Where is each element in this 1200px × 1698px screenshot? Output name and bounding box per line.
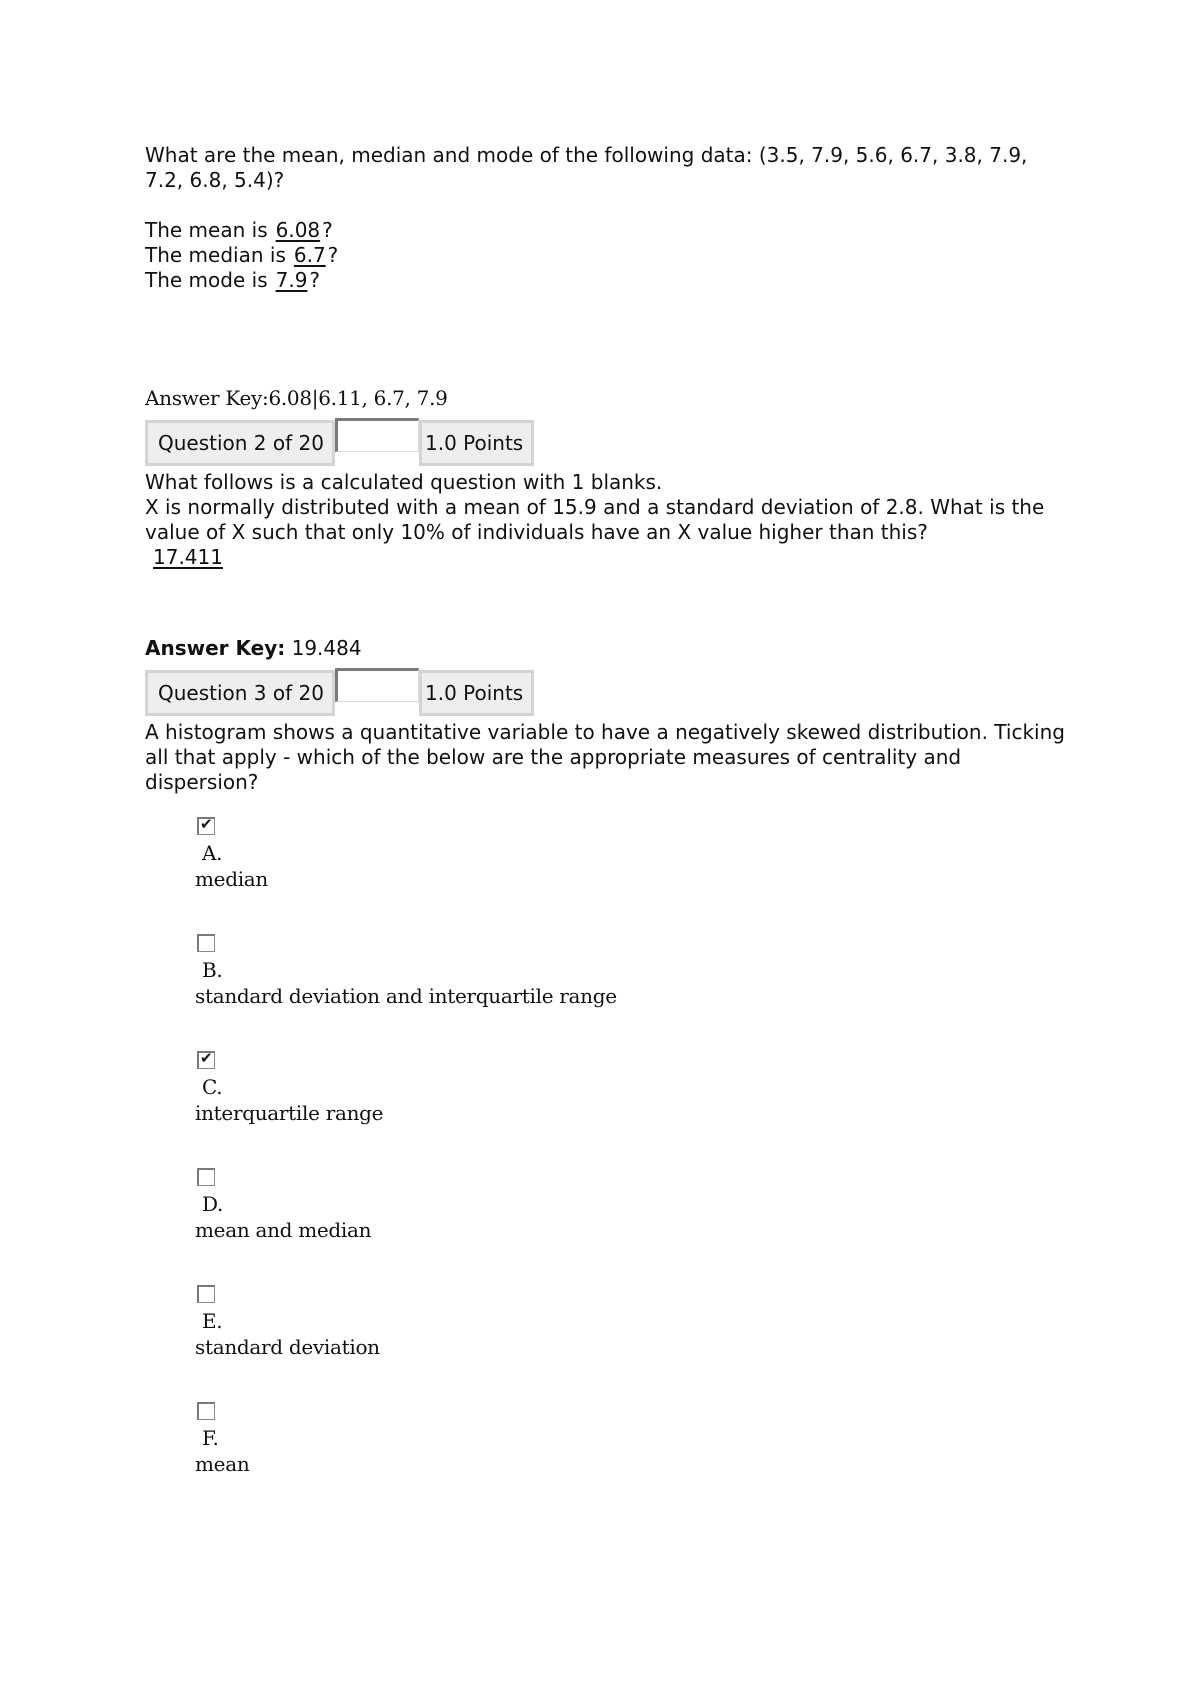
checkmark-icon: ✔ [200,815,213,833]
q2-body [145,470,1065,570]
q3-prompt: A histogram shows a quantitative variable to have a negatively skewed distribution. Ticking all that apply - which of the below are the appropriate measures of centrality and dispersion? [145,720,1065,794]
quiz-content [145,143,1065,1519]
option-f-text: mean [195,1452,250,1476]
q2-header-bar [145,416,1065,466]
q1-mean-line [145,218,1065,243]
option-f-letter: F. [202,1426,219,1450]
option-c [195,1051,1065,1168]
mean-suffix: ? [322,218,333,242]
option-c-checkbox[interactable] [197,1051,215,1069]
q3-options [195,817,1065,1519]
mode-label: The mode is [145,268,268,292]
mean-answer: 6.08 [275,218,321,242]
option-d-checkbox[interactable] [197,1168,215,1186]
option-e-checkbox[interactable] [197,1285,215,1303]
option-f-checkbox[interactable] [197,1402,215,1420]
mode-answer: 7.9 [275,268,308,292]
option-c-text: interquartile range [195,1101,384,1125]
q2-flag-box[interactable] [335,418,419,452]
q3-number-label: Question 3 of 20 [145,670,335,716]
median-suffix: ? [327,243,339,267]
q1-answer-lines [145,218,1065,293]
q3-header-bar [145,666,1065,716]
q2-answer-key-value: 19.484 [291,636,362,660]
option-b-letter: B. [202,958,223,982]
q2-intro: What follows is a calculated question with 1 blanks. [145,470,663,494]
option-a-checkbox[interactable] [197,817,215,835]
option-b [195,934,1065,1051]
option-f [195,1402,1065,1519]
q3-flag-box[interactable] [335,668,419,702]
checkmark-icon: ✔ [200,1049,213,1067]
option-d-letter: D. [202,1192,224,1216]
option-a-letter: A. [202,841,223,865]
option-e-text: standard deviation [195,1335,380,1359]
median-answer: 6.7 [293,243,326,267]
option-c-letter: C. [202,1075,223,1099]
q2-answer-key-label: Answer Key: [145,636,286,660]
option-a-text: median [195,867,269,891]
q2-number-label: Question 2 of 20 [145,420,335,466]
option-b-text: standard deviation and interquartile range [195,984,617,1008]
q2-points-label: 1.0 Points [419,420,534,466]
q1-answer-key: Answer Key:6.08|6.11, 6.7, 7.9 [145,386,448,410]
mode-suffix: ? [309,268,321,292]
option-e [195,1285,1065,1402]
option-b-checkbox[interactable] [197,934,215,952]
q1-prompt: What are the mean, median and mode of the following data: (3.5, 7.9, 5.6, 6.7, 3.8, 7.9, 7.2, 6.8, 5.4)? [145,143,1028,192]
q2-prompt: X is normally distributed with a mean of 15.9 and a standard deviation of 2.8. What is the value of X such that only 10% of individuals have an X value higher than this? [145,495,1045,544]
option-e-letter: E. [202,1309,223,1333]
option-d [195,1168,1065,1285]
q1-mode-line [145,268,1065,293]
option-d-text: mean and median [195,1218,372,1242]
mean-label: The mean is [145,218,268,242]
q2-answer: 17.411 [153,545,223,569]
option-a [195,817,1065,934]
q1-median-line [145,243,1065,268]
median-label: The median is [145,243,286,267]
q3-points-label: 1.0 Points [419,670,534,716]
q2-answer-key [145,636,1065,661]
